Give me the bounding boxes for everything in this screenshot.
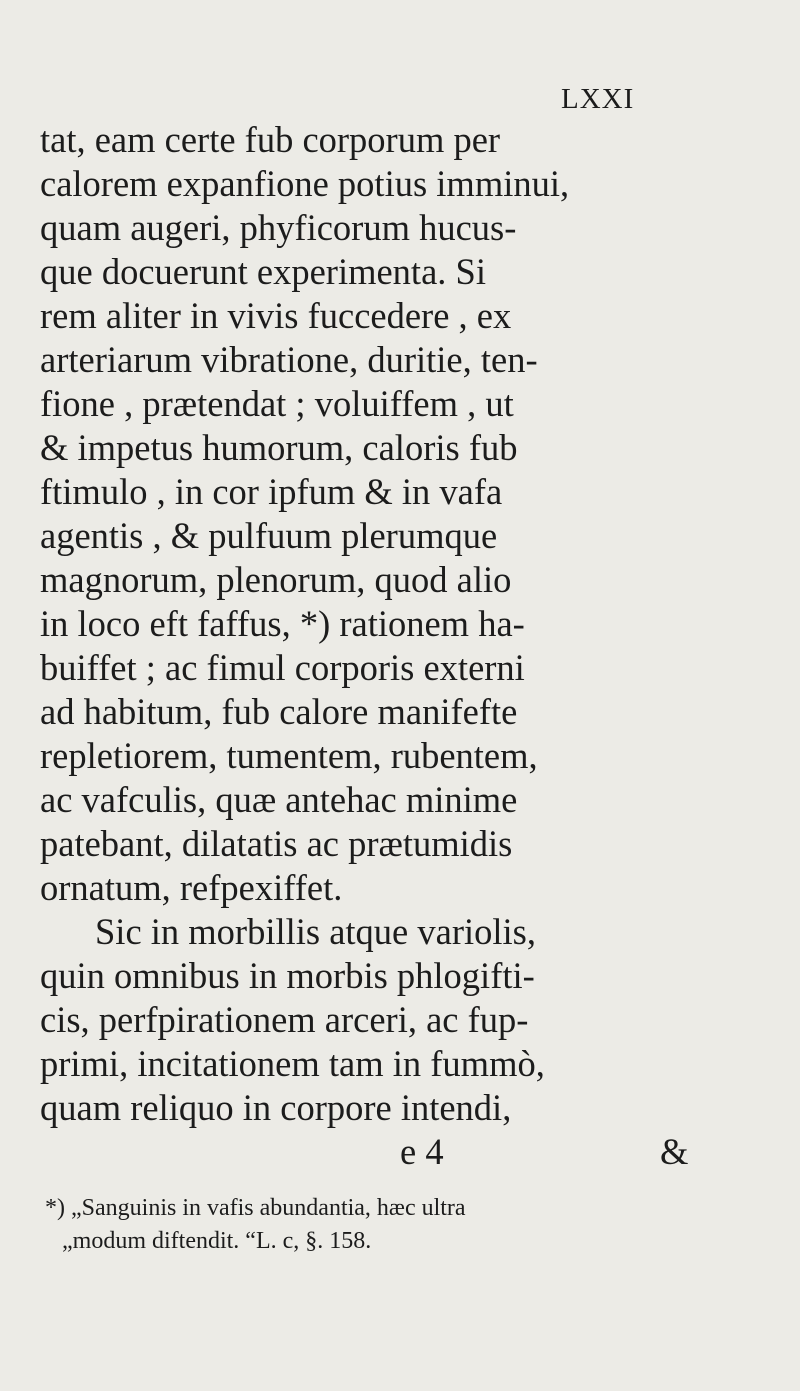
- text-line: quam reliquo in corpore intendi,: [40, 1087, 512, 1128]
- text-line: ornatum, refpexiffet.: [40, 867, 343, 908]
- signature-mark: e 4: [400, 1131, 444, 1172]
- text-line: magnorum, plenorum, quod alio: [40, 559, 512, 600]
- text-line: ftimulo , in cor ipfum & in vafa: [40, 471, 503, 512]
- text-line: buiffet ; ac fimul corporis externi: [40, 647, 525, 688]
- catchword: &: [660, 1131, 689, 1172]
- text-line: ad habitum, fub calore manifefte: [40, 691, 518, 732]
- text-line: in loco eft faffus, *) rationem ha-: [40, 603, 525, 644]
- footnote-line: „modum diftendit. “L. c, §. 158.: [62, 1228, 372, 1254]
- text-line: calorem expanfione potius imminui,: [40, 163, 570, 204]
- text-line: patebant, dilatatis ac prætumidis: [40, 823, 513, 864]
- text-line: & impetus humorum, caloris fub: [40, 427, 518, 468]
- text-line: repletiorem, tumentem, rubentem,: [40, 735, 538, 776]
- text-line: quin omnibus in morbis phlogifti-: [40, 955, 535, 996]
- text-line: agentis , & pulfuum plerumque: [40, 515, 498, 556]
- page-number: LXXI: [561, 83, 635, 115]
- text-line: fione , prætendat ; voluiffem , ut: [40, 383, 514, 424]
- text-line: cis, perfpirationem arceri, ac fup-: [40, 999, 529, 1040]
- text-line: rem aliter in vivis fuccedere , ex: [40, 295, 512, 336]
- text-line: arteriarum vibratione, duritie, ten-: [40, 339, 538, 380]
- text-line: tat, eam certe fub corporum per: [40, 119, 501, 160]
- text-line: quam augeri, phyficorum hucus-: [40, 207, 517, 248]
- text-line: que docuerunt experimenta. Si: [40, 251, 486, 292]
- text-line: ac vafculis, quæ antehac minime: [40, 779, 518, 820]
- footnote-line: *) „Sanguinis in vafis abundantia, hæc ultra: [45, 1195, 466, 1221]
- text-line: primi, incitationem tam in fummò,: [40, 1043, 545, 1084]
- paragraph-first-line: Sic in morbillis atque variolis,: [95, 911, 536, 952]
